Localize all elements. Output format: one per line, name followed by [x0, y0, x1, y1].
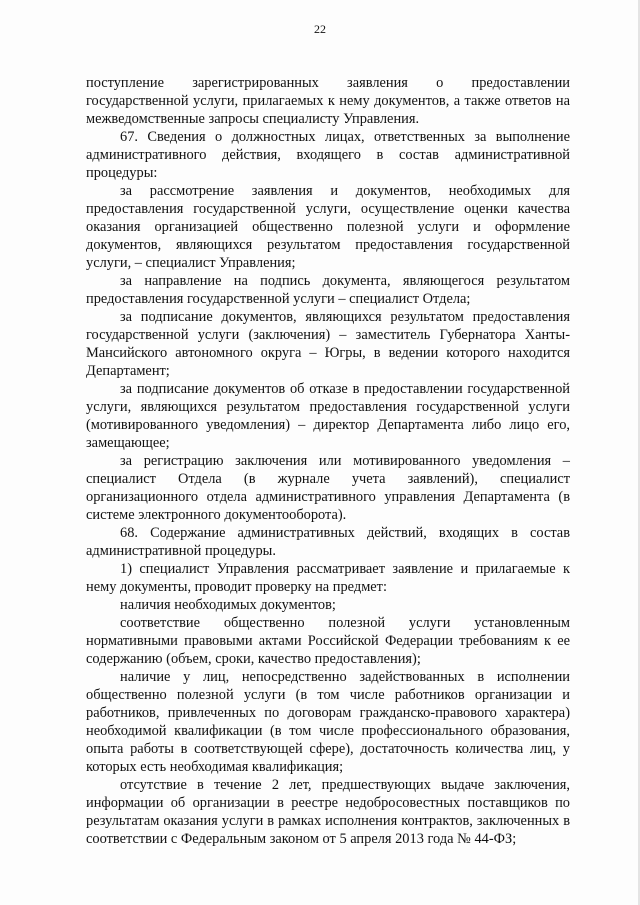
- paragraph-continuation: поступление зарегистрированных заявления о предоставлении государственной услуги, прилагаемых к нему документов, а также ответов на межведомственные запросы специалисту Управления.: [86, 75, 570, 127]
- paragraph-check-registry: отсутствие в течение 2 лет, предшествующих выдаче заключения, информации об организации в реестре недобросовестных поставщиков по результатам оказания услуги в рамках исполнения контрактов, заключенных в соответствии с Федеральным законом от 5 апреля 2013 года № 44-ФЗ;: [86, 777, 570, 847]
- paragraph-item-68: 68. Содержание административных действий, входящих в состав административной процедуры.: [86, 525, 570, 559]
- paragraph-responsible-signature-route: за направление на подпись документа, являющегося результатом предоставления государственной услуги – специалист Отдела;: [86, 273, 570, 307]
- page-number: 22: [314, 22, 326, 36]
- paragraph-check-compliance: соответствие общественно полезной услуги установленным нормативными правовыми актами Российской Федерации требованиям к ее содержанию (объем, сроки, качество предоставления);: [86, 615, 570, 667]
- paragraph-subitem-1: 1) специалист Управления рассматривает заявление и прилагаемые к нему документы, проводит проверку на предмет:: [86, 561, 570, 595]
- paragraph-check-documents: наличия необходимых документов;: [120, 597, 336, 613]
- paragraph-responsible-refusal: за подписание документов об отказе в предоставлении государственной услуги, являющихся результатом предоставления государственной услуги (мотивированного уведомления) – директор Департамента либо лицо его, замещающее;: [86, 381, 570, 451]
- paragraph-check-qualification: наличие у лиц, непосредственно задействованных в исполнении общественно полезной услуги (в том числе работников организации и работников, привлеченных по договорам гражданско-правового характера) необходимой квалификации (в том числе профессионального образования, опыта работы в соответствующей сфере), достаточность количества лиц, у которых есть необходимая квалификация;: [86, 669, 570, 775]
- paragraph-item-67: 67. Сведения о должностных лицах, ответственных за выполнение административного действия, входящего в состав административной процедуры:: [86, 129, 570, 181]
- document-body: [86, 74, 570, 848]
- paragraph-responsible-review: за рассмотрение заявления и документов, необходимых для предоставления государственной услуги, осуществление оценки качества оказания организацией общественно полезной услуги и оформление документов, являющихся результатом предоставления государственной услуги, – специалист Управления;: [86, 183, 570, 271]
- paragraph-responsible-registration: за регистрацию заключения или мотивированного уведомления – специалист Отдела (в журнале учета заявлений), специалист организационного отдела административного управления Департамента (в системе электронного документооборота).: [86, 453, 570, 523]
- paragraph-responsible-signing: за подписание документов, являющихся результатом предоставления государственной услуги (заключения) – заместитель Губернатора Ханты-Мансийского автономного округа – Югры, в ведении которого находится Департамент;: [86, 309, 570, 379]
